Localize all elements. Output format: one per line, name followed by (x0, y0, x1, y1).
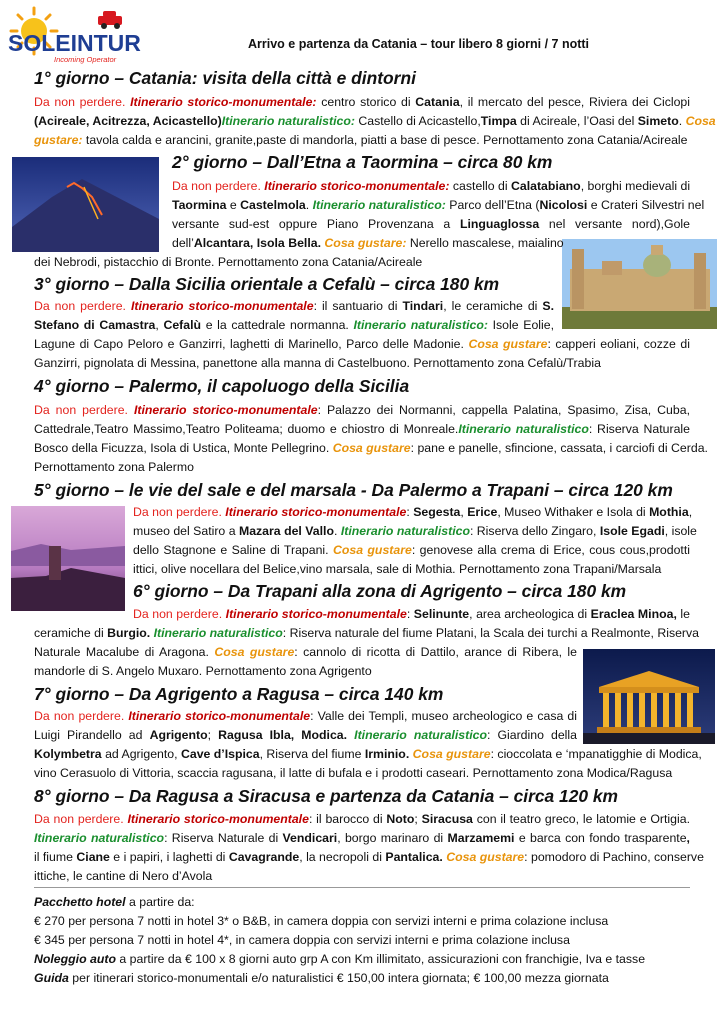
day-4-title: 4° giorno – Palermo, il capoluogo della Sicilia (34, 376, 410, 396)
day-5-title: 5° giorno – le vie del sale e del marsala - Da Palermo a Trapani – circa 120 km (34, 480, 673, 500)
erice-photo (11, 506, 125, 611)
soleintur-logo (4, 4, 149, 70)
day-2-title: 2° giorno – Dall’Etna a Taormina – circa 80 km (172, 152, 553, 172)
logo-text: SOLEINTUR (8, 30, 141, 56)
price-info: Pacchetto hotel a partire da: € 270 per persona 7 notti in hotel 3* o B&B, in camera doppia con servizi interni e prima colazione inclusa € 345 per persona 7 notti in hotel 4*, in camera doppia con servizi interni e prima colazione inclusa Noleggio auto a partire da € 100 x 8 giorni auto grp A con Km illimitato, assicurazioni con franchigie, Iva e tasse Guida per itinerari storico-monumentali e/o naturalistici € 150,00 intera giornata; € 100,00 mezza giornata (34, 895, 646, 985)
page-title: Arrivo e partenza da Catania – tour libero 8 giorni / 7 notti (248, 37, 590, 51)
etna-photo (12, 157, 159, 252)
day-7-title: 7° giorno – Da Agrigento a Ragusa – circa 140 km (34, 684, 444, 704)
day-3-text: Da non perdere. Itinerario storico-monumentale: il santuario di Tindari, le ceramiche di S. Stefano di Camastra, Cefalù e la cattedrale normanna. Itinerario naturalistico: Isole Eolie, (34, 299, 554, 332)
palermo-cathedral-photo (562, 239, 717, 329)
footer-divider (34, 887, 690, 888)
day-2-text: Da non perdere. Itinerario storico-monumentale: castello di Calatabiano, borghi medievali di Taormina e Castelmola. Itinerario naturalistico: Parco dell’Etna (Nicolosi e Crateri Silvestri nel versante sud-est oppure Piano Provenzana a Linguaglossa nel versante nord),Gole (172, 179, 705, 231)
day-8-text: Da non perdere. Itinerario storico-monumentale: il barocco di Noto; Siracusa con il teatro greco, le latomie e Ortigia. Itinerario naturalistico: Riserva Naturale di Vendicari, borgo marinaro di Marzamemi e barca con fondo trasparente, il fiume Ciane e i papiri, i laghetti di Cavagrande, la necropoli di Pantalica. Cosa gustare: pomodoro di Pachino, conserve ittiche, le cantine di Nero d’Avola (34, 812, 704, 883)
day-5-text: Da non perdere. Itinerario storico-monumentale: Segesta, Erice, Museo Withaker e Isola di Mothia, museo del Satiro a Mazara del Vallo. Itinerario naturalistico: Riserva dello Zingaro, Isole Egadi, isole dello Stagnone e Saline di Trapani. Cosa gustare: genovese alla crema di Erice, cous cous,prodotti ittici, olive nocellara del Belice,vino marsala, sale di Mothia. Pernottamento zona Trapani/Marsala (133, 505, 697, 576)
day-7-text: Da non perdere. Itinerario storico-monumentale: Valle dei Templi, museo archeologico e casa di Luigi Pirandello ad Agrigento; Ragusa Ibla, Modica. Itinerario naturalistico: Giardino della (34, 709, 577, 742)
day-6-text: Da non perdere. Itinerario storico-monumentale: Selinunte, area archeologica di Eraclea Minoa, le (133, 607, 690, 621)
day-8-title: 8° giorno – Da Ragusa a Siracusa e partenza da Catania – circa 120 km (34, 786, 619, 806)
day-6-title: 6° giorno – Da Trapani alla zona di Agrigento – circa 180 km (133, 581, 627, 601)
day-1-title: 1° giorno – Catania: visita della città e dintorni (34, 68, 416, 88)
valle-dei-templi-photo (583, 649, 715, 744)
day-4-text: Da non perdere. Itinerario storico-monumentale: Palazzo dei Normanni, cappella Palatina, Spasimo, Zisa, Cuba, Cattedrale,Teatro Massimo,Teatro Politeama; duomo e chiostro di Monreale.Itinerario naturalistico: Riserva Naturale Bosco della Ficuzza, Isola di Ustica, Monte Pellegrino. Cosa gustare: pane e panelle, sfincione, cassata, i carciofi di Cerda. Pernottamento zona Palermo (34, 403, 708, 474)
car-icon (98, 11, 122, 29)
day-1-text: Da non perdere. Itinerario storico-monumentale: centro storico di Catania, il mercato del pesce, Riviera dei Ciclopi (Acireale, Acitrezza, Acicastello)Itinerario naturalistico: Castello di Acicastello,Timpa di Acireale, l’Oasi del Simeto. Cosa gustare: tavola calda e arancini, granite,paste di mandorla, piatti a base di pesce. Pernottamento zona Catania/Acireale (34, 95, 716, 147)
logo-subtitle: Incoming Operator (54, 55, 117, 64)
day-3-title: 3° giorno – Dalla Sicilia orientale a Cefalù – circa 180 km (34, 274, 500, 294)
